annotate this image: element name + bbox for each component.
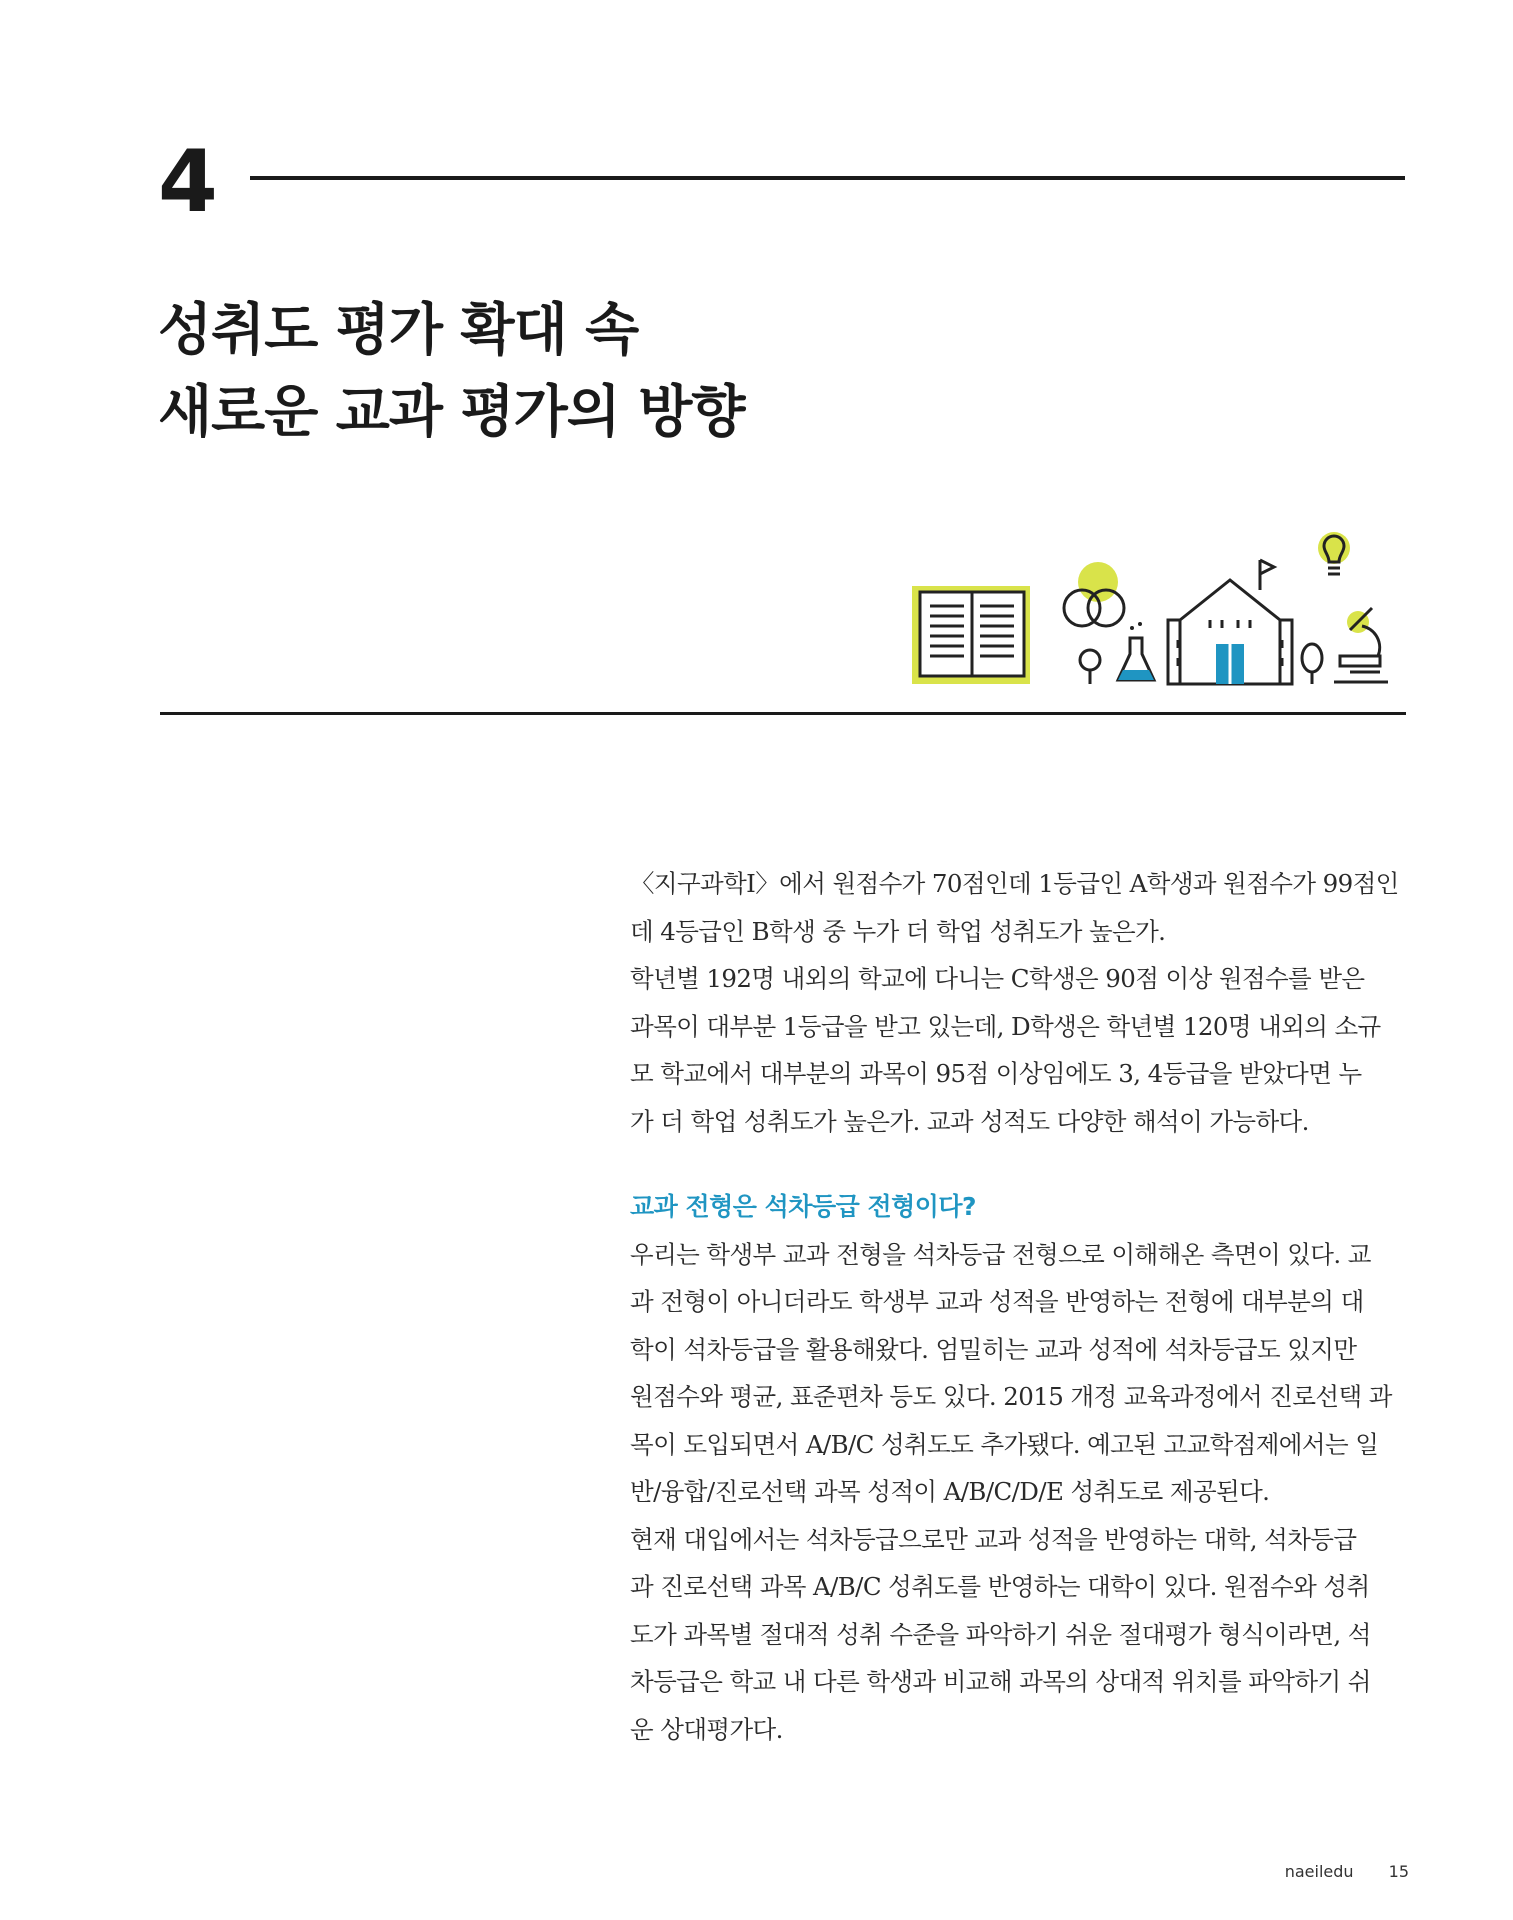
page-footer (1285, 1862, 1409, 1881)
text-line: 반/융합/진로선택 과목 성적이 A/B/C/D/E 성취도로 제공된다. (630, 1477, 1270, 1506)
text-line: 차등급은 학교 내 다른 학생과 비교해 과목의 상대적 위치를 파악하기 쉬 (630, 1667, 1371, 1696)
chapter-number: 4 (158, 132, 218, 232)
text-line: 목이 도입되면서 A/B/C 성취도도 추가됐다. 예고된 고교학점제에서는 일 (630, 1429, 1379, 1459)
page-title (158, 290, 744, 454)
page-title-line-2: 새로운 교과 평가의 방향 (158, 380, 745, 445)
page-title-line-1: 성취도 평가 확대 속 (158, 298, 639, 363)
text-line: 운 상대평가다. (630, 1714, 783, 1744)
venn-circles-icon (1064, 562, 1124, 626)
section-divider (160, 712, 1406, 715)
text-line: 원점수와 평균, 표준편차 등도 있다. 2015 개정 교육과정에서 진로선택 과 (630, 1382, 1392, 1411)
text-line: 학이 석차등급을 활용해왔다. 엄밀히는 교과 성적에 석차등급도 있지만 (630, 1334, 1357, 1364)
text-line: 과목이 대부분 1등급을 받고 있는데, D학생은 학년별 120명 내외의 소규 (630, 1011, 1381, 1041)
text-line: 현재 대입에서는 석차등급으로만 교과 성적을 반영하는 대학, 석차등급 (630, 1524, 1357, 1554)
paragraph-4 (630, 1516, 1408, 1754)
text-line: 〈지구과학Ⅰ〉에서 원점수가 70점인데 1등급인 A학생과 원점수가 99점인 (630, 869, 1399, 898)
flask-icon (1118, 622, 1154, 680)
chapter-divider (250, 176, 1405, 180)
open-book-icon (912, 586, 1030, 684)
text-line: 우리는 학생부 교과 전형을 석차등급 전형으로 이해해온 측면이 있다. 교 (630, 1239, 1371, 1269)
footer-brand: naeiledu (1284, 1862, 1354, 1881)
text-line: 도가 과목별 절대적 성취 수준을 파악하기 쉬운 절대평가 형식이라면, 석 (630, 1619, 1371, 1649)
tree-icon (1302, 644, 1322, 684)
text-line: 데 4등급인 B학생 중 누가 더 학업 성취도가 높은가. (630, 916, 1166, 946)
text-line: 학년별 192명 내외의 학교에 다니는 C학생은 90점 이상 원점수를 받은 (630, 964, 1365, 993)
lightbulb-icon (1318, 532, 1350, 574)
text-line: 가 더 학업 성취도가 높은가. 교과 성적도 다양한 해석이 가능하다. (630, 1106, 1309, 1136)
page-number: 15 (1388, 1862, 1409, 1881)
education-illustration (910, 530, 1410, 690)
paragraph-2 (630, 955, 1408, 1145)
microscope-icon (1334, 608, 1388, 682)
paragraph-3 (630, 1231, 1408, 1516)
text-line: 과 전형이 아니더라도 학생부 교과 성적을 반영하는 전형에 대부분의 대 (630, 1287, 1364, 1316)
tree-icon (1080, 650, 1100, 684)
paragraph-1 (630, 860, 1408, 955)
article-body (630, 860, 1408, 1753)
school-building-icon (1168, 560, 1292, 684)
text-line: 과 진로선택 과목 A/B/C 성취도를 반영하는 대학이 있다. 원점수와 성취 (630, 1572, 1370, 1601)
section-subheading: 교과 전형은 석차등급 전형이다? (630, 1192, 977, 1221)
text-line: 모 학교에서 대부분의 과목이 95점 이상임에도 3, 4등급을 받았다면 누 (630, 1059, 1362, 1088)
